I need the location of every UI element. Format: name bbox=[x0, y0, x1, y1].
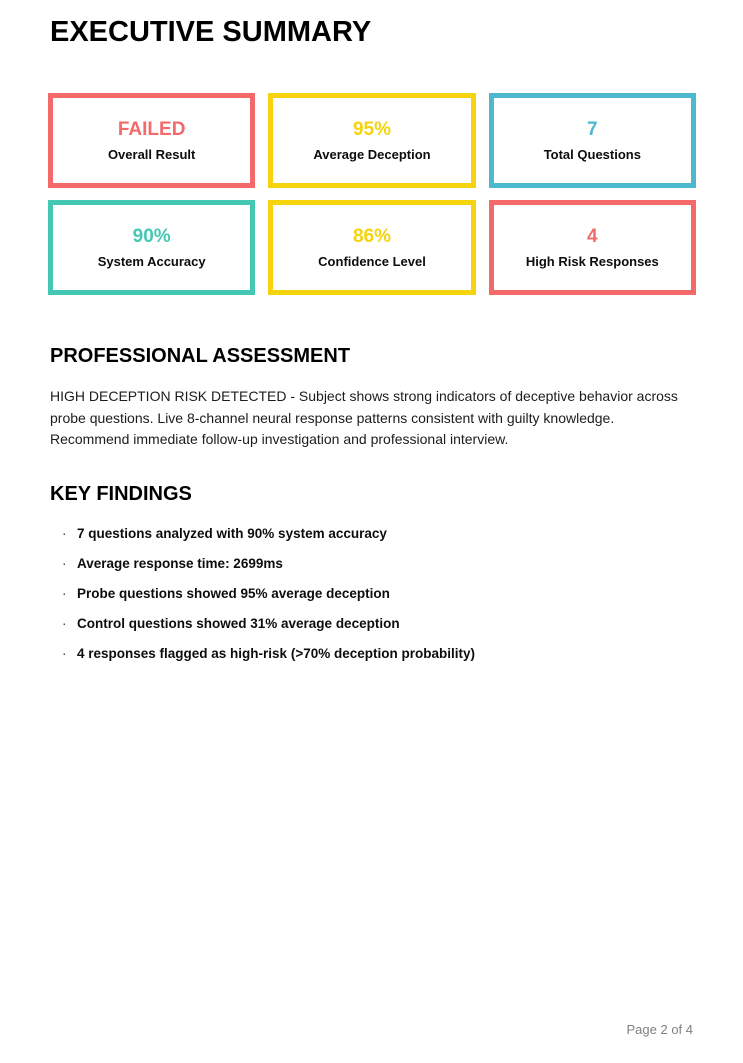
report-page bbox=[0, 16, 743, 661]
assessment-body-text: HIGH DECEPTION RISK DETECTED - Subject shows strong indicators of deceptive behavior across probe questions. Live 8-channel neural response patterns consistent with guilty knowledge. Recommend immediate follow-up investigation and professional interview. bbox=[50, 388, 678, 447]
key-findings-heading: KEY FINDINGS bbox=[50, 482, 192, 505]
stat-label: High Risk Responses bbox=[525, 254, 659, 269]
stat-label: Overall Result bbox=[107, 147, 196, 162]
key-findings-list bbox=[48, 526, 696, 661]
key-finding-item: · 7 questions analyzed with 90% system accuracy bbox=[62, 526, 696, 541]
stat-value: 7 bbox=[587, 119, 598, 140]
key-finding-item: · 4 responses flagged as high-risk (>70% deception probability) bbox=[62, 646, 696, 661]
stat-label: Average Deception bbox=[313, 147, 431, 162]
page-number: Page 2 of 4 bbox=[626, 1022, 693, 1037]
stat-value: FAILED bbox=[117, 119, 186, 140]
stat-card-overall-result bbox=[48, 93, 255, 188]
stats-grid bbox=[48, 93, 696, 295]
stat-label: System Accuracy bbox=[97, 254, 206, 269]
stat-value: 4 bbox=[587, 226, 598, 247]
page-title: EXECUTIVE SUMMARY bbox=[50, 16, 372, 48]
stat-label: Total Questions bbox=[543, 147, 641, 162]
key-finding-item: · Probe questions showed 95% average deception bbox=[62, 586, 696, 601]
stat-value: 95% bbox=[352, 119, 391, 140]
key-finding-item: · Control questions showed 31% average deception bbox=[62, 616, 696, 631]
stat-card-total-questions bbox=[489, 93, 696, 188]
stat-card-high-risk-responses bbox=[489, 200, 696, 295]
stat-card-average-deception bbox=[268, 93, 475, 188]
stat-card-system-accuracy bbox=[48, 200, 255, 295]
stat-value: 90% bbox=[132, 226, 171, 247]
assessment-heading: PROFESSIONAL ASSESSMENT bbox=[50, 345, 351, 367]
stat-label: Confidence Level bbox=[318, 254, 426, 269]
stat-value: 86% bbox=[352, 226, 391, 247]
key-finding-item: · Average response time: 2699ms bbox=[62, 556, 696, 571]
stat-card-confidence-level bbox=[268, 200, 475, 295]
